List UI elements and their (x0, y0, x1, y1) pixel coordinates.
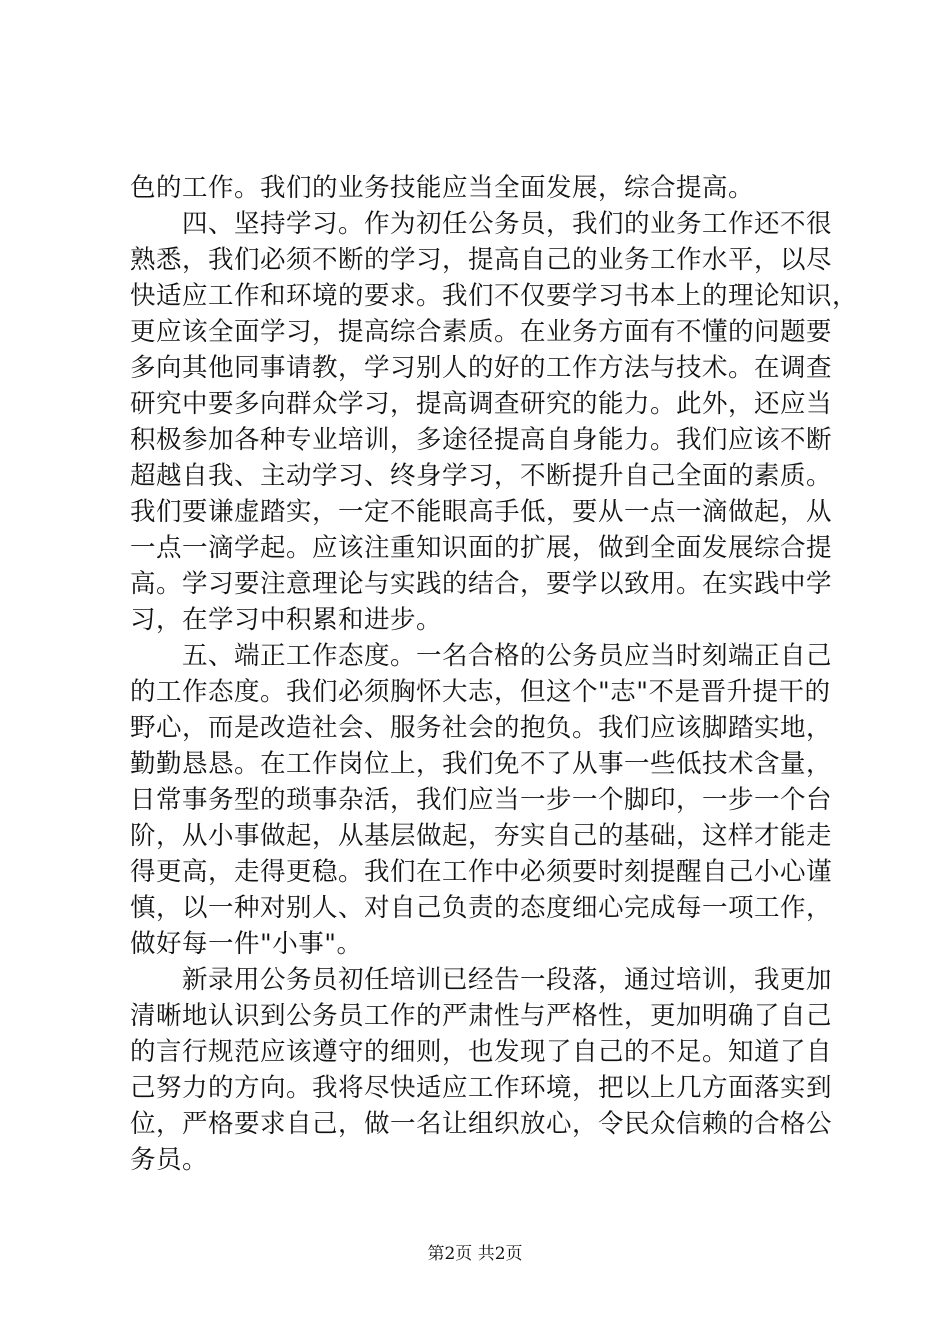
text-line: 五、端正工作态度。一名合格的公务员应当时刻端正自己 (130, 641, 833, 671)
text-line: 做好每一件"小事"。 (130, 929, 363, 959)
text-line: 位，严格要求自己，做一名让组织放心，令民众信赖的合格公 (130, 1109, 833, 1139)
text-line: 新录用公务员初任培训已经告一段落，通过培训，我更加 (130, 965, 833, 995)
text-line: 研究中要多向群众学习，提高调查研究的能力。此外，还应当 (130, 389, 833, 419)
text-line: 更应该全面学习，提高综合素质。在业务方面有不懂的问题要 (130, 317, 833, 347)
text-line: 日常事务型的琐事杂活，我们应当一步一个脚印，一步一个台 (130, 785, 833, 815)
text-line: 多向其他同事请教，学习别人的好的工作方法与技术。在调查 (130, 353, 833, 383)
text-line: 务员。 (130, 1145, 209, 1175)
text-line: 清晰地认识到公务员工作的严肃性与严格性，更加明确了自己 (130, 1001, 833, 1031)
text-line: 阶，从小事做起，从基层做起，夯实自己的基础，这样才能走 (130, 821, 833, 851)
text-line: 快适应工作和环境的要求。我们不仅要学习书本上的理论知识， (130, 281, 859, 311)
text-line: 高。学习要注意理论与实践的结合，要学以致用。在实践中学 (130, 569, 833, 599)
text-line: 熟悉，我们必须不断的学习，提高自己的业务工作水平，以尽 (130, 245, 833, 275)
text-line: 勤勤恳恳。在工作岗位上，我们免不了从事一些低技术含量， (130, 749, 833, 779)
text-line: 野心，而是改造社会、服务社会的抱负。我们应该脚踏实地， (130, 713, 833, 743)
text-line: 的言行规范应该遵守的细则，也发现了自己的不足。知道了自 (130, 1037, 833, 1067)
text-line: 色的工作。我们的业务技能应当全面发展，综合提高。 (130, 173, 755, 203)
page-footer: 第2页 共2页 (427, 1244, 523, 1264)
text-line: 习，在学习中积累和进步。 (130, 605, 443, 635)
text-line: 一点一滴学起。应该注重知识面的扩展，做到全面发展综合提 (130, 533, 833, 563)
text-line: 的工作态度。我们必须胸怀大志，但这个"志"不是晋升提干的 (130, 677, 831, 707)
text-line: 己努力的方向。我将尽快适应工作环境，把以上几方面落实到 (130, 1073, 833, 1103)
text-line: 慎，以一种对别人、对自己负责的态度细心完成每一项工作， (130, 893, 833, 923)
text-line: 超越自我、主动学习、终身学习，不断提升自己全面的素质。 (130, 461, 833, 491)
text-line: 我们要谦虚踏实，一定不能眼高手低，要从一点一滴做起，从 (130, 497, 833, 527)
text-line: 四、坚持学习。作为初任公务员，我们的业务工作还不很 (130, 209, 833, 239)
text-line: 得更高，走得更稳。我们在工作中必须要时刻提醒自己小心谨 (130, 857, 833, 887)
text-line: 积极参加各种专业培训，多途径提高自身能力。我们应该不断 (130, 425, 833, 455)
